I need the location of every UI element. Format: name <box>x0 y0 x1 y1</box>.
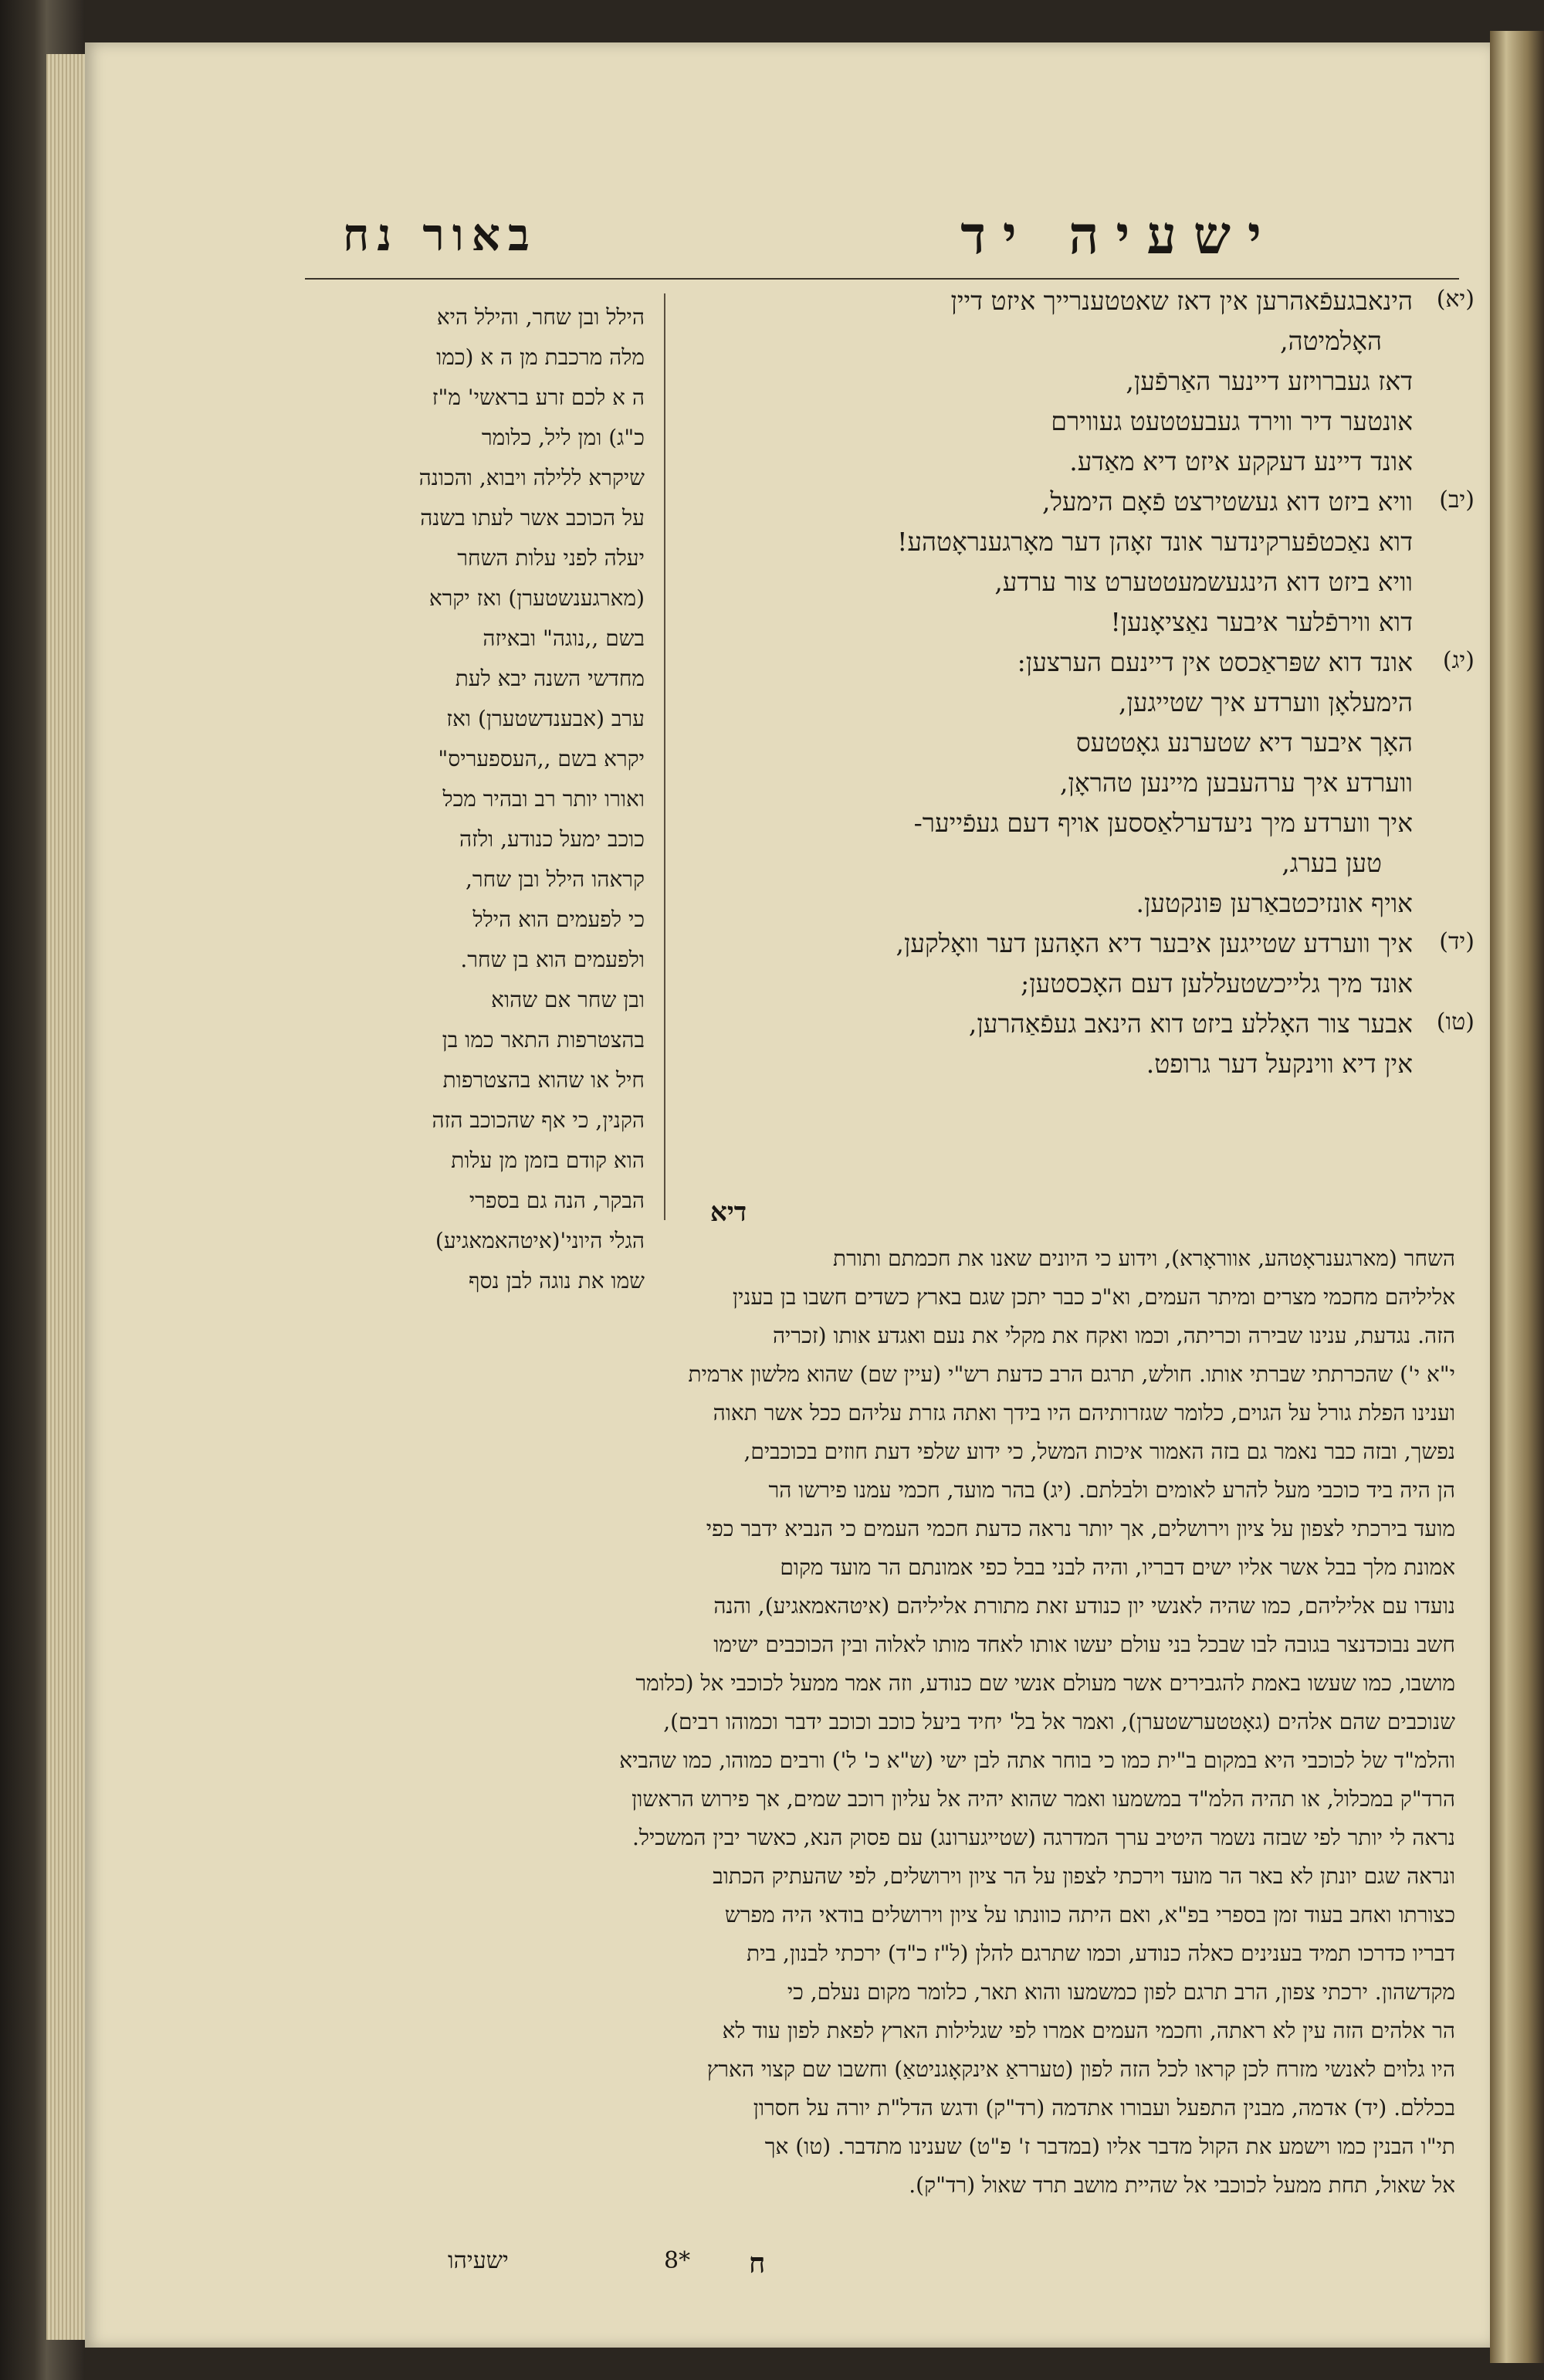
bottom-line: חשב נבוכדנצר בגובה לבו שבכל בני עולם יעשו אותו לאחד מותו לאלוה ובין הכוכבים ישימו <box>713 1632 1455 1657</box>
bottom-line: הן היה ביד כוכבי מעל להרע לאומים ולבלתם. (יג) בהר מועד, חכמי עמנו פירשו הר <box>768 1477 1455 1503</box>
verse-line <box>687 768 1467 808</box>
bottom-line: מקדשהון. ירכתי צפון, הרב תרגם לפון כמשמעו והוא תאר, כלומר מקום נעלם, כי <box>787 1979 1455 2005</box>
commentary-line: הגלי היוני'(איטהאמאגיע) <box>435 1228 645 1253</box>
commentary-line: מלה מרכבת מן ה א (כמו <box>436 344 645 370</box>
verse-text: איך ווערדע מיך ניעדערלאַססען אויף דעם געפֿייער- <box>913 808 1413 838</box>
commentary-line: כ"ג) ומן ליל, כלומר <box>481 425 645 450</box>
verse-text: אונטער דיר ווירד געבעטטעט געווירם <box>1051 406 1413 436</box>
footer-book-name: ישעיהו <box>448 2247 509 2274</box>
bottom-line: אל שאול, תחת ממעל לכוכבי אל שהיית מושב תרד שאול (רד"ק). <box>909 2172 1455 2198</box>
commentary-line: ואורו יותר רב ובהיר מכל <box>442 786 645 812</box>
bottom-line: נפשך, ובזה כבר נאמר גם בזה האמור איכות המשל, כי ידוע שלפי דעת חוזים בכוכבים, <box>743 1439 1455 1464</box>
verse-number: (יג) <box>1442 647 1475 674</box>
verse-text: הימעלאָן ווערדע איך שטייגען, <box>1118 687 1413 717</box>
verse-text: אויף אונזיכטבאַרען פּונקטען. <box>1136 888 1413 918</box>
bottom-line: הר אלהים הזה עין לא ראתה, וחכמי העמים אמרו לפי שגלילות הארץ לפאת לפון עוד לא <box>722 2018 1455 2043</box>
commentary-line: שמו את נוגה לבן נסף <box>469 1268 645 1293</box>
commentary-line: כוכב ימעל כנודע, ולזה <box>459 826 645 852</box>
verse-text: וויא ביזט דוא געשטירצט פֿאָם הימעל, <box>1041 487 1413 517</box>
bottom-line: ונראה שגם יונתן לא באר הר מועד וירכתי לצפון על הר ציון וירושלים, לפי שהעתיק הכתוב <box>713 1863 1455 1889</box>
commentary-line: ובן שחר אם שהוא <box>491 987 645 1012</box>
commentary-line: הילל ובן שחר, והילל היא <box>436 304 645 330</box>
bottom-line: השחר (מארגענראָטהע, אווראָרא), וידוע כי היונים שאנו את חכמתם ותורת <box>833 1246 1455 1271</box>
bottom-line: וענינו הפלת גורל על הגוים, כלומר שגזרותיהם היו בידך ואתה גזרת עליהם ככל אשר תאוה <box>713 1400 1455 1426</box>
bottom-line: כצורתו ואחב בעוד זמן בספרי בפ"א, ואם היתה כוונתו על ציון וירושלים בודאי היה מפרש <box>724 1902 1455 1927</box>
verse-text: האָך איבער דיא שטערנע גאָטטעס <box>1075 727 1413 758</box>
commentary-line: הבקר, הנה גם בספרי <box>469 1188 645 1213</box>
bottom-line: שנוכבים שהם אלהים (גאָטטערשטערן), ואמר אל בל' יחיד ביעל כוכב וכוכב ידבר וכמוהו רבים), <box>663 1709 1455 1734</box>
verse-text: הינאבגעפֿאהרען אין דאז שאטטענרייך איזט דיין <box>950 286 1413 316</box>
footer-signature-letter: ח <box>749 2247 766 2280</box>
bottom-line: היו גלוים לאנשי מזרח לכן קראו לכל הזה לפון (טערראַ אינקאָגניטאַ) וחשבו שם קצוי הארץ <box>706 2056 1455 2082</box>
verse-text: האָלמיטה, <box>1280 326 1382 356</box>
bottom-line: נועדו עם אליליהם, כמו שהיה לאנשי יון כנודע זאת מתורת אליליהם (איטהאמאגיע), והנה <box>713 1593 1455 1619</box>
verse-number: (יא) <box>1436 286 1475 313</box>
commentary-line: הוא קודם בזמן מן עלות <box>451 1148 645 1173</box>
verse-text: איך ווערדע שטייגען איבער דיא האָהען דער וואָלקען, <box>896 928 1413 958</box>
commentary-line: חיל או שהוא בהצטרפות <box>442 1067 645 1093</box>
column-divider <box>664 293 665 1220</box>
commentary-line: יעלה לפני עלות השחר <box>457 545 645 571</box>
commentary-line: (מארגענשטערן) ואז יקרא <box>428 585 645 611</box>
verse-line <box>687 928 1475 968</box>
catch-word: דיא <box>710 1197 747 1228</box>
commentary-title: באור נח <box>343 209 537 261</box>
commentary-line: על הכוכב אשר לעתו בשנה <box>420 505 645 531</box>
commentary-line: הקנין, כי אף שהכוכב הזה <box>432 1107 645 1133</box>
verse-line <box>687 446 1467 487</box>
verse-text: דוא ווירפֿלער איבער נאַציאָנען! <box>1110 607 1413 637</box>
commentary-line: בשם ,,נוגה" ובאיזה <box>482 626 645 651</box>
commentary-column <box>305 297 645 1301</box>
verse-line <box>687 687 1467 727</box>
bottom-line: מועד בירכתי לצפון על ציון וירושלים, אך יותר נראה כדעת חכמי העמים כי הנביא ידבר כפי <box>706 1516 1455 1541</box>
commentary-line: שיקרא ללילה ויבוא, והכונה <box>418 465 645 490</box>
verse-text: אונד דיינע דעקקע איזט דיא מאַדע. <box>1069 446 1413 476</box>
verse-line <box>687 968 1467 1009</box>
bottom-line: בכללם. (יד) אדמה, מבנין התפעל ועבורו אתדמה (רד"ק) ודגש הדל"ת יורה על חסרון <box>753 2095 1455 2121</box>
bottom-line: הזה. נגדעת, ענינו שבירה וכריתה, וכמו ואקח את מקלי את נעם ואגדע אותו (זכריה <box>772 1323 1455 1348</box>
verse-line <box>687 366 1467 406</box>
bottom-line: מושבו, כמו שעשו באמת להגבירים אשר מעולם אנשי שם כנודע, וזה אמר ממעל לכוכבי אל (כלומר <box>635 1670 1455 1696</box>
verse-line <box>687 808 1467 848</box>
commentary-line: יקרא בשם ,,העספעריס" <box>438 746 645 771</box>
verse-text: טען בערג, <box>1282 848 1382 878</box>
verse-line <box>687 567 1467 607</box>
verse-line <box>687 406 1467 446</box>
bottom-line: הרד"ק במכלול, או תהיה הלמ"ד במשמעו ואמר שהוא יהיה אל עליון רוכב שמים, אך פירוש הראשון <box>631 1786 1455 1812</box>
verse-line <box>687 727 1467 768</box>
commentary-line: ערב (אבענדשטערן) ואז <box>446 706 645 731</box>
verse-text: אין דיא ווינקעל דער גרופט. <box>1146 1049 1413 1079</box>
verse-text: וויא ביזט דוא הינגעשמעטטערט צור ערדע, <box>994 567 1413 597</box>
verse-number: (יב) <box>1439 487 1475 514</box>
chapter-title: ישעיה יד <box>960 205 1278 266</box>
commentary-line: כי לפעמים הוא הילל <box>472 907 645 932</box>
verse-text: אבער צור האָללע ביזט דוא הינאב געפֿאַהרען, <box>968 1009 1413 1039</box>
verse-line <box>687 286 1475 326</box>
bottom-line: והלמ"ד של לכוכבי היא במקום ב"ית כמו כי בוחר אתה לבן ישי (ש"א כ' ל') ורבים כמוהו, כמו שהביא <box>619 1748 1455 1773</box>
bottom-line: אליליהם מחכמי מצרים ומיתר העמים, וא"כ כבר יתכן שגם בארץ כשדים חשבו בן בענין <box>732 1284 1455 1310</box>
footer-signature-number: 8* <box>664 2247 691 2274</box>
verse-line <box>687 888 1467 928</box>
bottom-line: אמונת מלך בבל אשר אליו ישים דבריו, והיה לבני בבל כפי אמונתם הר מועד מקום <box>780 1554 1455 1580</box>
verse-text: דוא נאַכטפֿערקינדער אונד זאָהן דער מאָרגענראָטהע! <box>897 527 1413 557</box>
commentary-line: מחדשי השנה יבא לעת <box>455 666 645 691</box>
verse-line <box>687 1049 1467 1089</box>
header-rule <box>305 278 1459 280</box>
bottom-line: דבריו כדרכו תמיד בענינים כאלה כנודע, וכמו שתרגם להלן (ל"ז כ"ד) ירכתי לבנון, בית <box>747 1941 1455 1966</box>
verse-line <box>687 527 1467 567</box>
bottom-line: נראה לי יותר לפי שבזה נשמר היטיב ערך המדרגה (שטייגערונג) עם פסוק הנא, כאשר יבין המשכיל. <box>631 1825 1455 1850</box>
verse-block <box>687 286 1475 1089</box>
commentary-line: בהצטרפות התאר כמו בן <box>442 1027 645 1053</box>
book-spine <box>1490 31 1544 2363</box>
verse-text: ווערדע איך ערהעבען מיינען טהראָן, <box>1060 768 1413 798</box>
verse-text: אונד דוא שפּראַכסט אין דיינעם הערצען: <box>1017 647 1413 677</box>
verse-text: אונד מיך גלייכשטעללען דעם האָכסטען; <box>1021 968 1413 998</box>
verse-line <box>687 848 1467 888</box>
verse-line <box>687 647 1475 687</box>
verse-line <box>687 487 1475 527</box>
bottom-line: י"א י') שהכרתתי שברתי אותו. חולש, תרגם הרב כדעת רש"י (עיין שם) שהוא מלשון ארמית <box>688 1361 1455 1387</box>
commentary-line: ולפעמים הוא בן שחר. <box>460 947 645 972</box>
verse-line <box>687 326 1467 366</box>
verse-line <box>687 607 1467 647</box>
verse-text: דאז געברויזע דיינער האַרפֿען, <box>1126 366 1413 396</box>
verse-line <box>687 1009 1475 1049</box>
commentary-line: קראהו הילל ובן שחר, <box>466 866 645 892</box>
bottom-line: תי"ו הבנין כמו וישמע את הקול מדבר אליו (במדבר ז' פ"ט) שענינו מתדבר. (טו) אך <box>764 2134 1455 2159</box>
bottom-commentary <box>305 1239 1455 2205</box>
verse-number: (טו) <box>1436 1009 1475 1036</box>
commentary-line: ה א לכם זרע בראשי' מ"ז <box>432 385 645 410</box>
verse-number: (יד) <box>1439 928 1475 955</box>
